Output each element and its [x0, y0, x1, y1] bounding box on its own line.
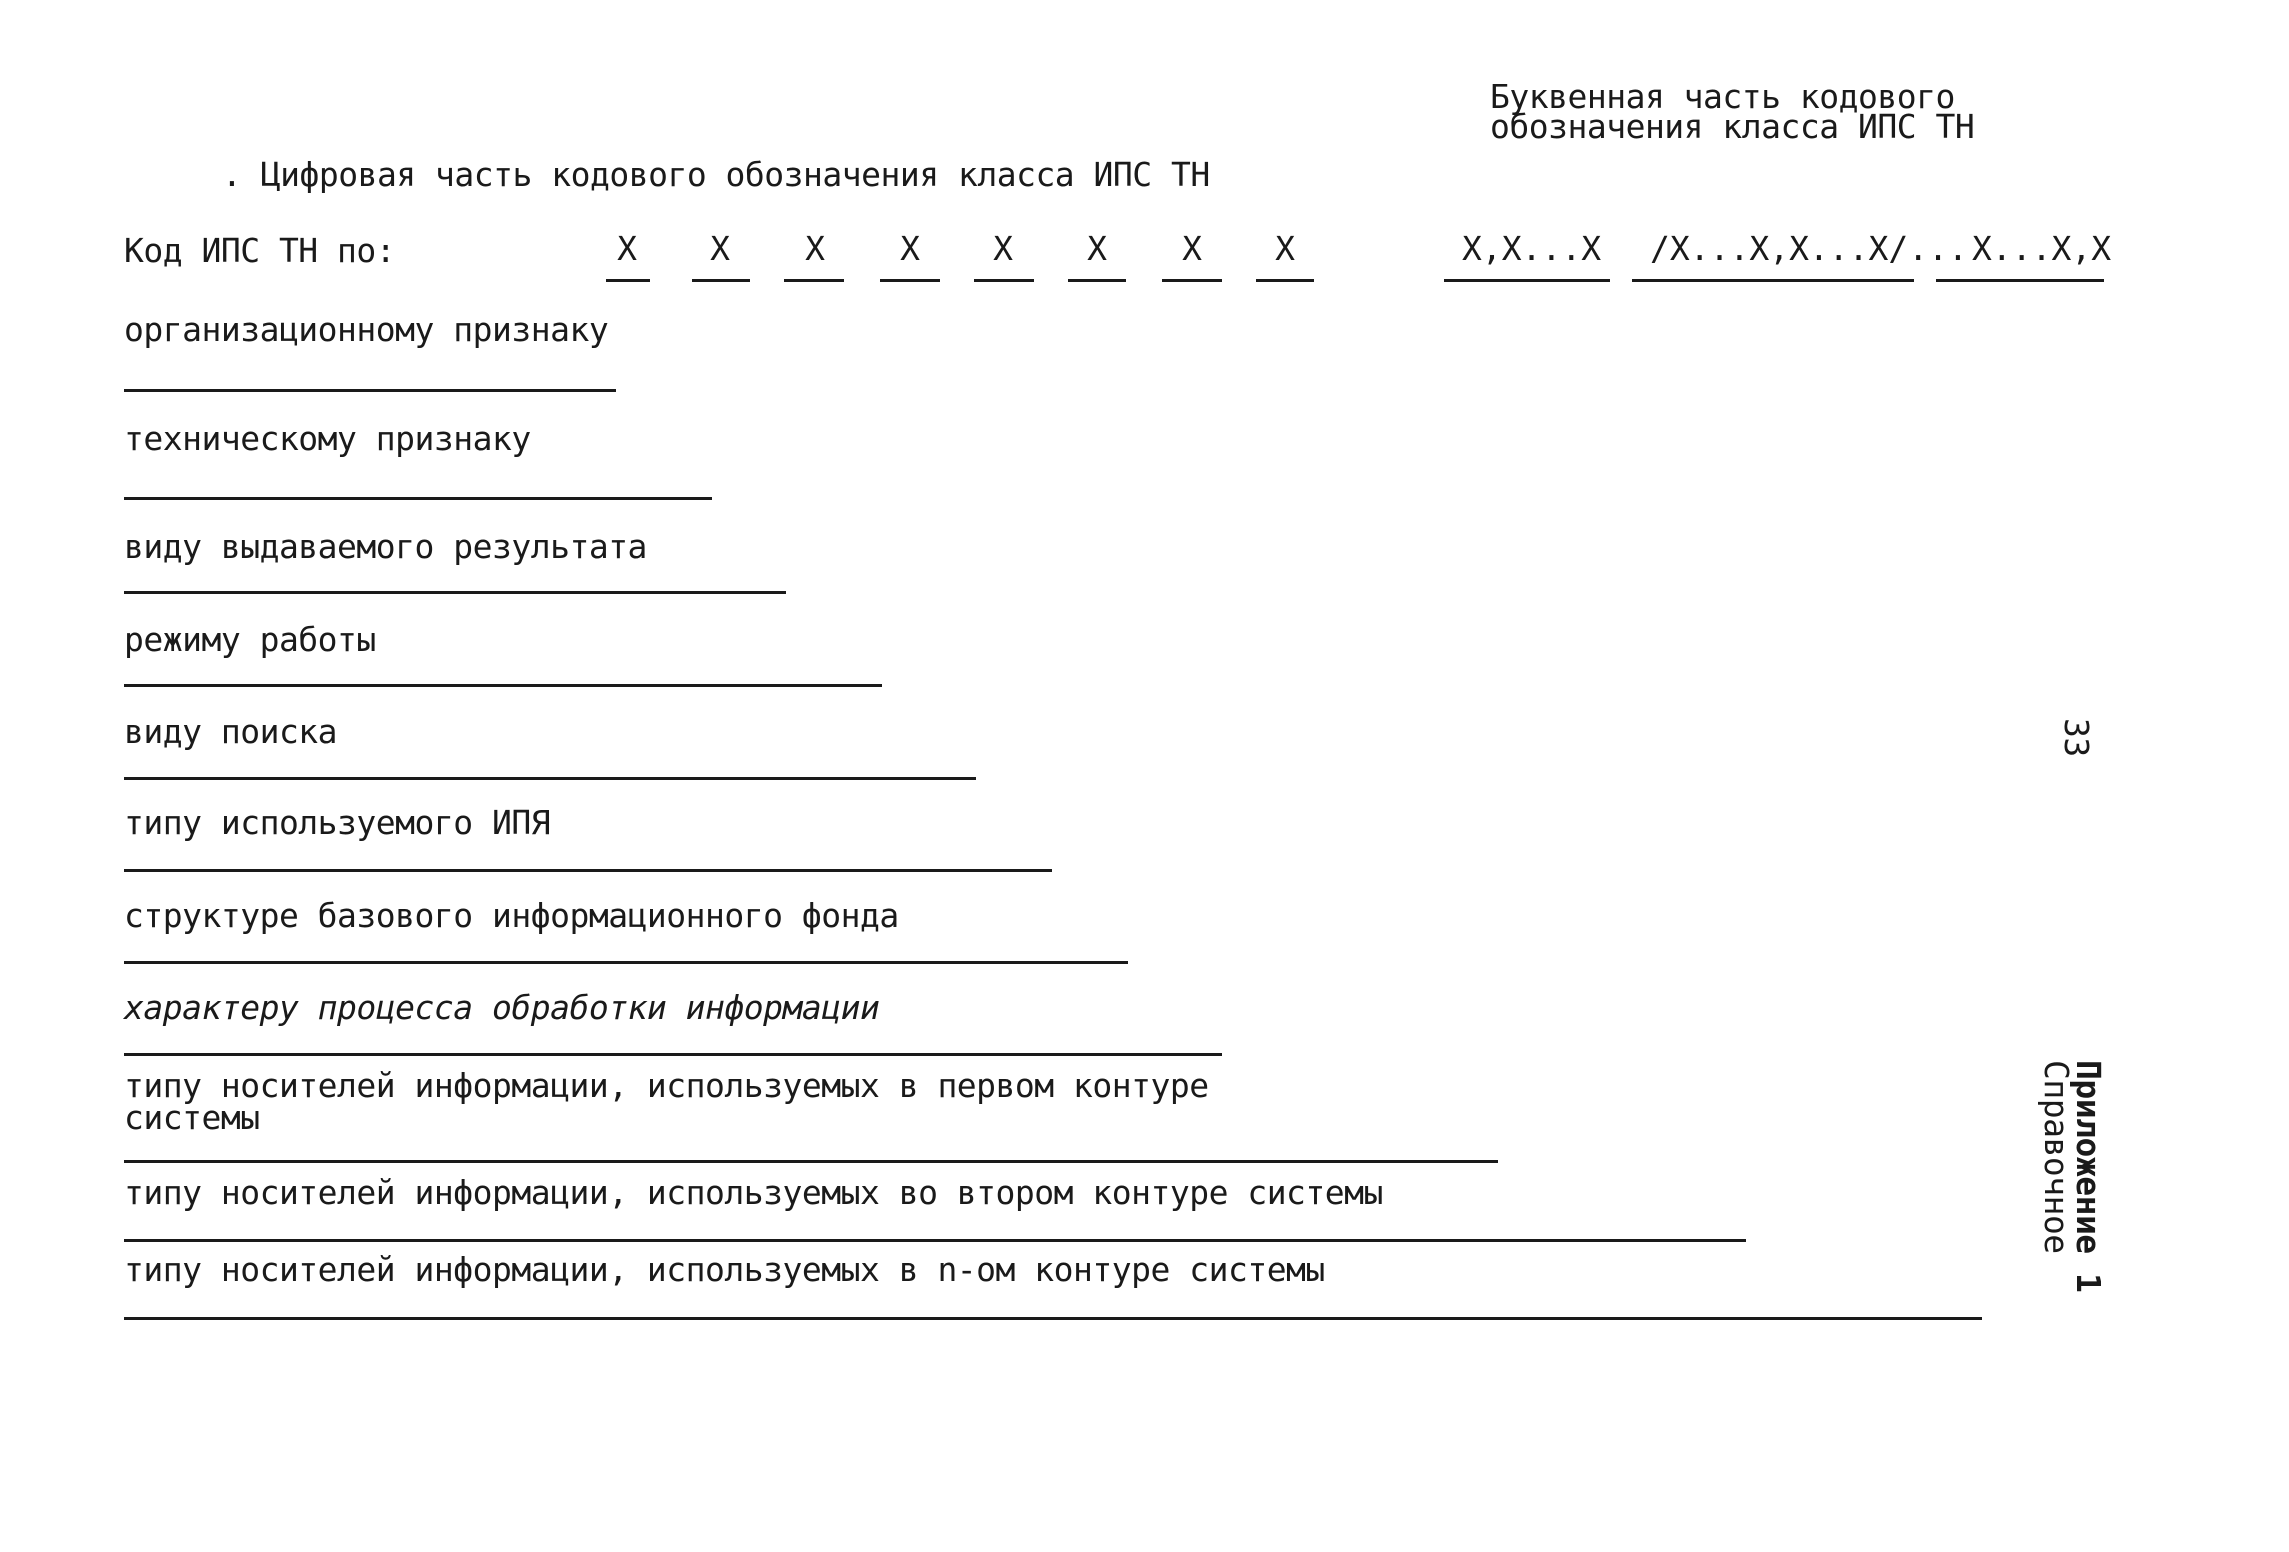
criterion-organizational: организационному признаку [124, 310, 609, 349]
appendix-label: Приложение 1 [2069, 1060, 2108, 1293]
criterion-line-6 [124, 869, 1052, 872]
letter-part-heading [1490, 77, 1975, 146]
digit-mark-3: X [805, 229, 825, 268]
criterion-line-7 [124, 961, 1128, 964]
digit-mark-7: X [1182, 229, 1202, 268]
criterion-line-1 [124, 389, 616, 392]
letter-group-2-underline [1632, 279, 1914, 282]
criterion-processing-nature: характеру процесса обработки информации [124, 988, 880, 1027]
criterion-fund-structure: структуре базового информационного фонда [124, 896, 899, 935]
letter-group-1: X,X...X [1462, 229, 1602, 268]
digital-part-heading: . Цифровая часть кодового обозначения класса ИПС ТН [222, 155, 1210, 194]
digit-mark-4: X [900, 229, 920, 268]
criterion-result-type: виду выдаваемого результата [124, 527, 647, 566]
criterion-media-first-contour-cont: системы [124, 1098, 260, 1137]
criterion-line-2 [124, 497, 712, 500]
criterion-line-9 [124, 1160, 1498, 1163]
letter-group-1-underline [1444, 279, 1610, 282]
criterion-media-n-contour: типу носителей информации, используемых в n-ом контуре системы [124, 1250, 1325, 1289]
digit-underline-3 [784, 279, 844, 282]
page-number: 33 [2057, 718, 2096, 757]
criterion-operating-mode: режиму работы [124, 620, 376, 659]
digit-mark-6: X [1087, 229, 1107, 268]
letter-part-heading-line1: Буквенная часть кодового [1490, 77, 1955, 116]
digit-underline-2 [692, 279, 750, 282]
digit-underline-5 [974, 279, 1034, 282]
criterion-line-5 [124, 777, 976, 780]
criterion-technical: техническому признаку [124, 419, 531, 458]
criterion-line-11 [124, 1317, 1982, 1320]
criterion-ipl-type: типу используемого ИПЯ [124, 803, 551, 842]
letter-group-3-underline [1936, 279, 2104, 282]
digit-underline-8 [1256, 279, 1314, 282]
digit-mark-1: X [617, 229, 637, 268]
letter-group-3: X...X,X [1972, 229, 2112, 268]
digit-mark-8: X [1275, 229, 1295, 268]
digit-mark-2: X [710, 229, 730, 268]
digit-underline-6 [1068, 279, 1126, 282]
digit-underline-1 [606, 279, 650, 282]
digit-underline-4 [880, 279, 940, 282]
criterion-search-type: виду поиска [124, 712, 338, 751]
appendix-type: Справочное [2037, 1060, 2076, 1254]
criterion-line-10 [124, 1239, 1746, 1242]
code-row-label: Код ИПС ТН по: [124, 231, 396, 270]
digit-mark-5: X [993, 229, 1013, 268]
criterion-media-second-contour: типу носителей информации, используемых во втором контуре системы [124, 1173, 1383, 1212]
criterion-line-8 [124, 1053, 1222, 1056]
criterion-line-4 [124, 684, 882, 687]
letter-part-heading-line2: обозначения класса ИПС ТН [1490, 107, 1975, 146]
criterion-media-first-contour: типу носителей информации, используемых в первом контуре [124, 1066, 1209, 1105]
digit-underline-7 [1162, 279, 1222, 282]
criterion-line-3 [124, 591, 786, 594]
letter-group-2: /X...X,X...X/... [1650, 229, 1968, 268]
